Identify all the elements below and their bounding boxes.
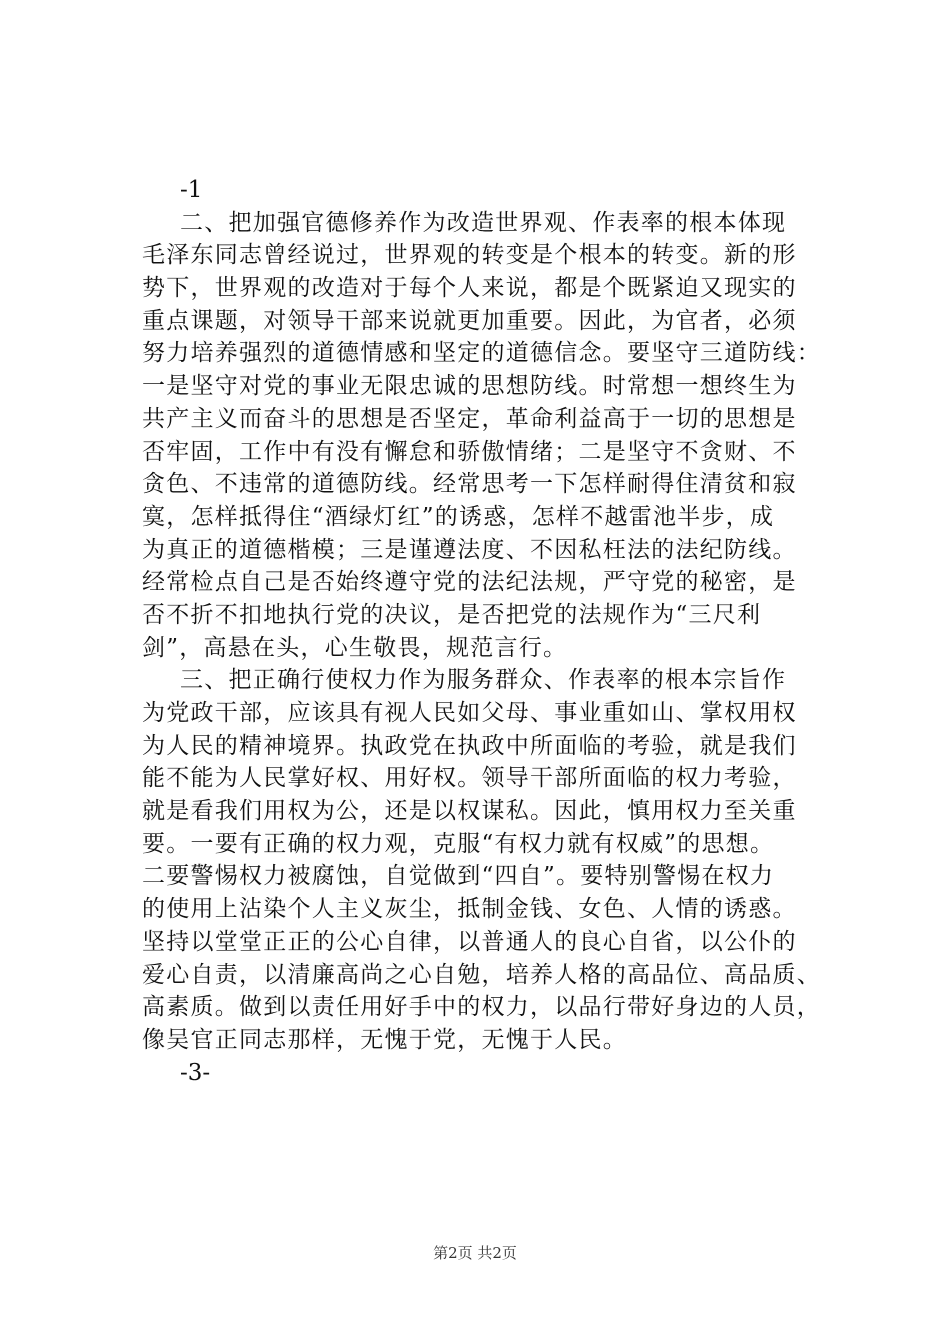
paragraph-line: 二、把加强官德修养作为改造世界观、作表率的根本体现 bbox=[180, 209, 787, 236]
document-body bbox=[142, 174, 821, 1089]
paragraph-two bbox=[142, 207, 821, 665]
paragraph-line: 寞，怎样抵得住“酒绿灯红”的诱惑，怎样不越雷池半步，成 bbox=[142, 503, 775, 530]
paragraph-line: 否牢固，工作中有没有懈怠和骄傲情绪；二是坚守不贪财、不 bbox=[142, 438, 797, 465]
paragraph-line: 爱心自责，以清廉高尚之心自勉，培养人格的高品位、高品质、 bbox=[142, 961, 821, 988]
paragraph-line: 要。一要有正确的权力观，克服“有权力就有权威”的思想。 bbox=[142, 830, 775, 857]
paragraph-line: 为人民的精神境界。执政党在执政中所面临的考验，就是我们 bbox=[142, 732, 797, 759]
paragraph-line: 一是坚守对党的事业无限忠诚的思想防线。时常想一想终生为 bbox=[142, 373, 797, 400]
paragraph-line: 坚持以堂堂正正的公心自律，以普通人的良心自省，以公仆的 bbox=[142, 928, 797, 955]
paragraph-line: 的使用上沾染个人主义灰尘，抵制金钱、女色、人情的诱惑。 bbox=[142, 896, 797, 923]
paragraph-line: 就是看我们用权为公，还是以权谋私。因此，慎用权力至关重 bbox=[142, 798, 797, 825]
paragraph-line: 像吴官正同志那样，无愧于党，无愧于人民。 bbox=[142, 1026, 627, 1053]
paragraph-line: 努力培养强烈的道德情感和坚定的道德信念。要坚守三道防线： bbox=[142, 340, 821, 367]
paragraph-line: 为党政干部，应该具有视人民如父母、事业重如山、掌权用权 bbox=[142, 700, 797, 726]
paragraph-line: 毛泽东同志曾经说过，世界观的转变是个根本的转变。新的形 bbox=[142, 242, 797, 269]
page-marker-top: -1 bbox=[180, 177, 203, 203]
paragraph-three bbox=[142, 664, 821, 1056]
paragraph-line: 经常检点自己是否始终遵守党的法纪法规，严守党的秘密，是 bbox=[142, 569, 797, 596]
paragraph-line: 能不能为人民掌好权、用好权。领导干部所面临的权力考验， bbox=[142, 765, 797, 792]
page-marker-bottom: -3- bbox=[180, 1059, 211, 1086]
paragraph-line: 二要警惕权力被腐蚀，自觉做到“四自”。要特别警惕在权力 bbox=[142, 863, 775, 890]
paragraph-line: 为真正的道德楷模；三是谨遵法度、不因私枉法的法纪防线。 bbox=[142, 536, 797, 563]
paragraph-line: 势下，世界观的改造对于每个人来说，都是个既紧迫又现实的 bbox=[142, 275, 797, 302]
paragraph-line: 贪色、不违常的道德防线。经常思考一下怎样耐得住清贫和寂 bbox=[142, 471, 797, 498]
paragraph-line: 三、把正确行使权力作为服务群众、作表率的根本宗旨作 bbox=[180, 667, 787, 694]
paragraph-line: 高素质。做到以责任用好手中的权力，以品行带好身边的人员， bbox=[142, 994, 821, 1021]
paragraph-line: 剑”，高悬在头，心生敬畏，规范言行。 bbox=[142, 634, 568, 661]
paragraph-line: 否不折不扣地执行党的决议，是否把党的法规作为“三尺利 bbox=[142, 601, 762, 628]
page-footer: 第2页 共2页 bbox=[433, 1244, 517, 1262]
paragraph-line: 重点课题，对领导干部来说就更加重要。因此，为官者，必须 bbox=[142, 307, 797, 334]
paragraph-line: 共产主义而奋斗的思想是否坚定，革命利益高于一切的思想是 bbox=[142, 405, 797, 432]
